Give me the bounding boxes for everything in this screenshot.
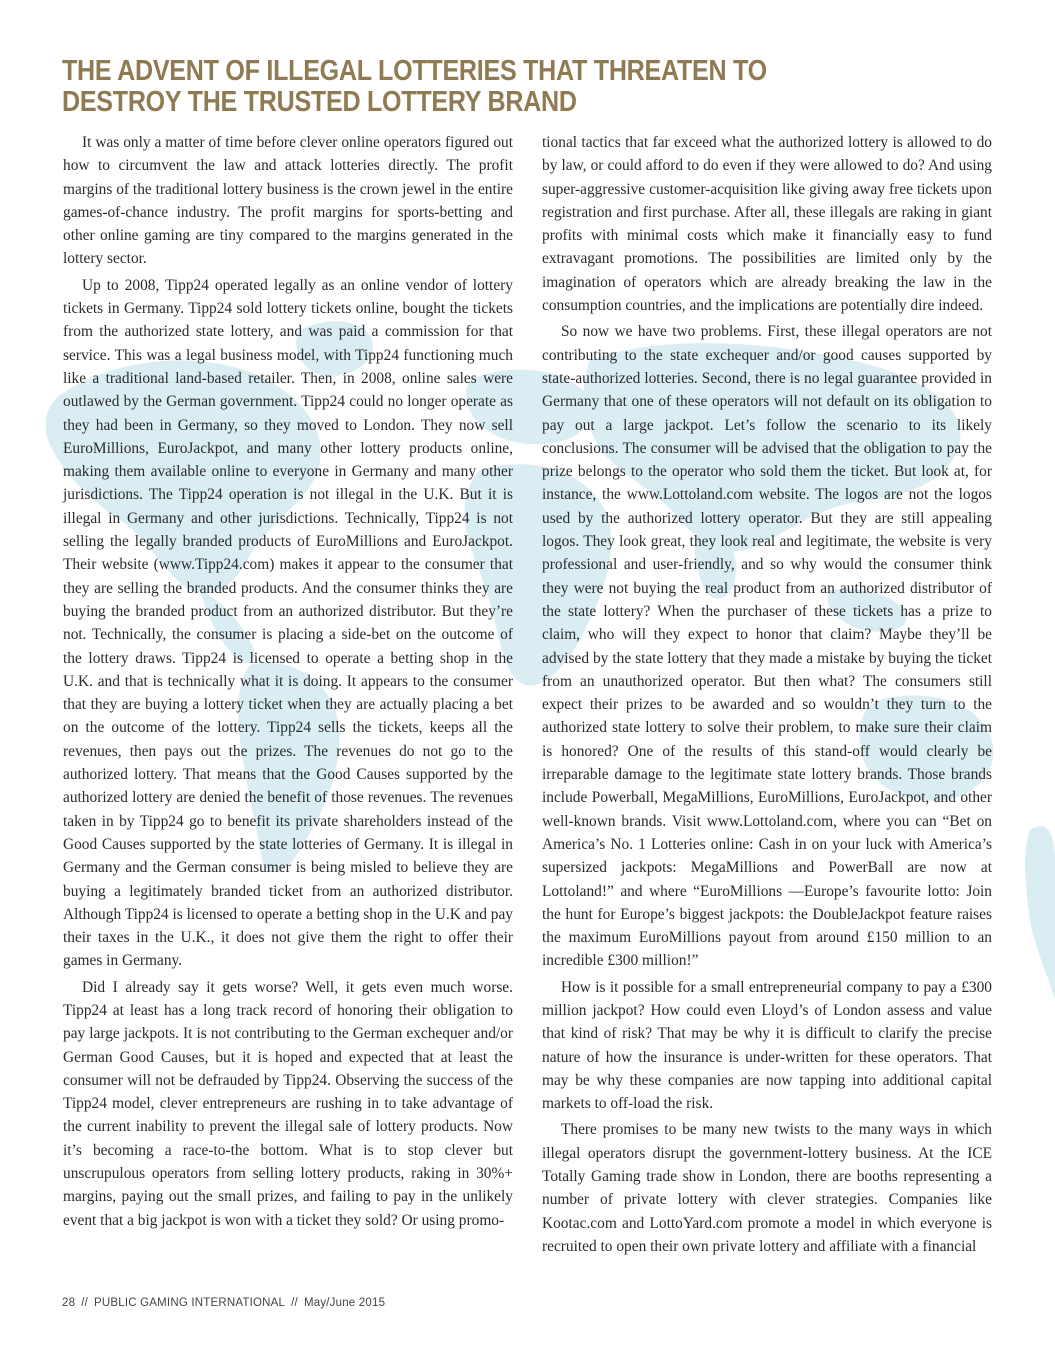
paragraph: tional tactics that far exceed what the authorized lottery is allowed to do by law, or could afford to do even if they were allowed to do? And using super-aggressive customer-acquisition like giving away free tickets upon registration and first purchase. After all, these illegals are raking in giant profits with minimal costs which make it financially easy to fund extravagant promotions. The possibilities are limited only by the imagination of operators which are already breaking the law in the consumption countries, and the implications are potentially dire indeed. xyxy=(542,134,992,315)
issue-date: May/June 2015 xyxy=(303,1297,386,1309)
paragraph: How is it possible for a small entrepreneurial company to pay a £300 million jackpot? How could even Lloyd’s of London assess and value that kind of risk? That may be why it is difficult to clarify the precise nature of how the insurance is under-written for these operators. That may be why these companies are now tapping into additional capital markets to off-load the risk. xyxy=(542,978,992,1113)
paragraph: Up to 2008, Tipp24 operated legally as an online vendor of lottery tickets in Germany. Tipp24 sold lottery tickets online, bought the tickets from the authorized state lottery, and was paid a commission for that service. This was a legal business model, with Tipp24 functioning much like a traditional land-based retailer. Then, in 2008, online sales were outlawed by the German government. Tipp24 could no longer operate as they had been in Germany, so they moved to London. They now sell EuroMillions, EuroJackpot, and many other lottery products online, making them available online to everyone in Germany and many other jurisdictions. The Tipp24 operation is not illegal in the U.K. But it is illegal in Germany and other jurisdictions. Technically, Tipp24 is not selling the legally branded products of EuroMillions and EuroJackpot. Their website (www.Tipp24.com) makes it appear to the consumer that they are selling the branded products. And the consumer thinks they are buying the branded product from an authorized distributor. But they’re not. Technically, the consumer is placing a side-bet on the outcome of the lottery draws. Tipp24 is licensed to operate a betting shop in the U.K. and that is technically what it is doing. It appears to the consumer that they are buying a lottery ticket when they are actually placing a bet on the outcome of the lottery. Tipp24 sells the tickets, keeps all the revenues, then pays out the prizes. The revenues do not go to the authorized lottery. That means that the Good Causes supported by the authorized lottery are denied the benefit of those revenues. The revenues taken in by Tipp24 go to benefit its private shareholders instead of the Good Causes supported by the state lotteries of Germany. It is illegal in Germany and the German consumer is being misled to believe they are buying a legitimately branded ticket from an authorized distributor. Although Tipp24 is licensed to operate a betting shop in the U.K and pay their taxes in the U.K., it does not give them the right to offer their games in Germany. xyxy=(63,276,513,970)
publication-name: PUBLIC GAMING INTERNATIONAL xyxy=(94,1297,286,1309)
page-number: 28 xyxy=(62,1297,76,1309)
footer-separator: // xyxy=(291,1297,298,1309)
paragraph: It was only a matter of time before clever online operators figured out how to circumvent the law and attack lotteries directly. The profit margins of the traditional lottery business is the crown jewel in the entire games-of-chance industry. The profit margins for sports-betting and other online gaming are tiny compared to the margins generated in the lottery sector. xyxy=(63,134,513,268)
paragraph: So now we have two problems. First, these illegal operators are not contributing to the state exchequer and/or good causes supported by state-authorized lotteries. Second, there is no legal guarantee provided in Germany that one of these operators will not default on its obligation to pay out a large jackpot. Let’s follow the scenario to its likely conclusions. The consumer will be advised that the obligation to pay the prize belongs to the operator who sold them the ticket. But look at, for instance, the www.Lottoland.com website. The logos are not the logos used by the authorized lottery operator. But they are still appealing logos. They look great, they look real and legitimate, the website is very professional and user-friendly, and so why would the consumer think they were not buying the real product from an authorized distributor of the state lottery? When the purchaser of these tickets has a prize to claim, who will they expect to honor that claim? Maybe they’ll be advised by the state lottery that they made a mistake by buying the ticket from an unauthorized operator. But then what? The consumers still expect their prizes to be awarded and so wouldn’t they turn to the authorized state lottery to solve their problem, to make sure their claim is honored? One of the results of this stand-off would clearly be irreparable damage to the legitimate state lottery brands. Those brands include Powerball, MegaMillions, EuroMillions, EuroJackpot, and other well-known brands. Visit www.Lottoland.com, where you can “Bet on America’s No. 1 Lotteries online: Cash in on your luck with America’s supersized jackpots: MegaMillions and PowerBall are now at Lottoland!” and where “EuroMillions —Europe’s favourite lotto: Join the hunt for Europe’s biggest jackpots: the DoubleJackpot feature raises the maximum EuroMillions payout from around £150 million to an incredible £300 million!” xyxy=(542,323,992,970)
paragraph: There promises to be many new twists to the many ways in which illegal operators disrupt the government-lottery business. At the ICE Totally Gaming trade show in London, there are booths representing a number of private lottery with clever strategies. Companies like Kootac.com and LottoYard.com promote a model in which everyone is recruited to open their own private lottery and affiliate with a financial xyxy=(542,1121,992,1255)
paragraph: Did I already say it gets worse? Well, it gets even much worse. Tipp24 at least has a long track record of honoring their obligation to pay large jackpots. It is not contributing to the German exchequer and/or German Good Causes, but it is hoped and expected that at least the consumer will not be defrauded by Tipp24. Observing the success of the Tipp24 model, clever entrepreneurs are rushing in to take advantage of the current inability to prevent the illegal sale of lottery products. Now it’s becoming a race-to-the bottom. What is to stop clever but unscrupulous operators from selling lottery products, raking in 30%+ margins, paying out the small prizes, and failing to pay in the unlikely event that a big jackpot is won with a ticket they sold? Or using promo- xyxy=(63,978,513,1229)
right-column xyxy=(542,131,992,1261)
footer-separator: // xyxy=(81,1297,88,1309)
page-footer xyxy=(62,1297,391,1309)
article-headline: THE ADVENT OF ILLEGAL LOTTERIES THAT THREATEN TO DESTROY THE TRUSTED LOTTERY BRAND xyxy=(62,55,767,118)
left-column xyxy=(63,131,513,1235)
